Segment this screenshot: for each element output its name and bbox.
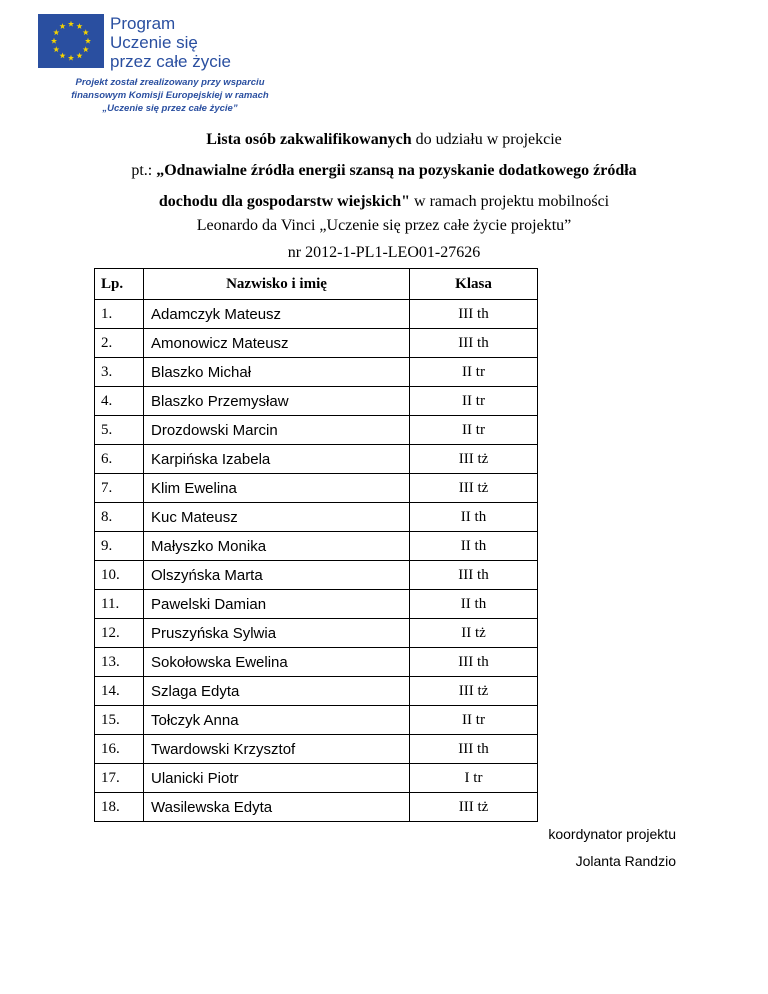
eu-flag-icon [38, 14, 104, 68]
table-row [95, 416, 538, 445]
table-row [95, 706, 538, 735]
star-icon [76, 23, 82, 29]
row-name: Tołczyk Anna [144, 706, 410, 735]
star-icon [59, 23, 65, 29]
table-row [95, 503, 538, 532]
heading-line-3 [0, 193, 768, 211]
table-row [95, 677, 538, 706]
row-class: II th [410, 503, 538, 532]
row-class: III th [410, 300, 538, 329]
star-icon [83, 29, 89, 35]
heading-project-title-2: dochodu dla gospodarstw wiejskich" [158, 193, 411, 210]
row-class: II tr [410, 387, 538, 416]
support-note-line-1: Projekt został zrealizowany przy wsparciu [75, 77, 265, 88]
row-number: 14. [95, 677, 144, 706]
row-name: Adamczyk Mateusz [144, 300, 410, 329]
participants-table [94, 268, 538, 822]
row-number: 6. [95, 445, 144, 474]
table-row [95, 735, 538, 764]
heading-project-title-1: „Odnawialne źródła energii szansą na pozyskanie dodatkowego źródła [156, 162, 637, 179]
row-number: 17. [95, 764, 144, 793]
table-row [95, 793, 538, 822]
row-name: Ulanicki Piotr [144, 764, 410, 793]
row-class: III th [410, 561, 538, 590]
row-class: III tż [410, 677, 538, 706]
logo-line-1: Program [110, 14, 176, 33]
row-class: III th [410, 648, 538, 677]
star-icon [51, 38, 57, 44]
star-icon [68, 55, 74, 61]
row-class: II th [410, 532, 538, 561]
row-class: II tż [410, 619, 538, 648]
row-name: Sokołowska Ewelina [144, 648, 410, 677]
star-icon [59, 53, 65, 59]
table-row [95, 358, 538, 387]
row-number: 12. [95, 619, 144, 648]
heading-title-rest: do udziału w projekcie [411, 131, 562, 148]
row-name: Amonowicz Mateusz [144, 329, 410, 358]
row-number: 7. [95, 474, 144, 503]
signature-name: Jolanta Randzio [575, 853, 676, 869]
logo-text [110, 14, 231, 71]
heading-line-2 [0, 162, 768, 180]
row-name: Kuc Mateusz [144, 503, 410, 532]
row-number: 18. [95, 793, 144, 822]
star-icon [53, 46, 59, 52]
row-name: Wasilewska Edyta [144, 793, 410, 822]
heading-line-4: Leonardo da Vinci „Uczenie się przez całe życie projektu” [196, 217, 572, 234]
star-icon [68, 21, 74, 27]
row-name: Blaszko Przemysław [144, 387, 410, 416]
table-row [95, 445, 538, 474]
logo-line-3: przez całe życie [110, 52, 231, 71]
row-number: 9. [95, 532, 144, 561]
program-logo [38, 14, 238, 72]
header-klasa: Klasa [410, 269, 538, 300]
header-name: Nazwisko i imię [144, 269, 410, 300]
heading-line-1 [0, 131, 768, 149]
row-number: 10. [95, 561, 144, 590]
row-name: Małyszko Monika [144, 532, 410, 561]
row-name: Szlaga Edyta [144, 677, 410, 706]
table-row [95, 648, 538, 677]
table-row [95, 561, 538, 590]
signature-role: koordynator projektu [548, 826, 676, 842]
table-row [95, 329, 538, 358]
table-row [95, 300, 538, 329]
row-class: III th [410, 329, 538, 358]
row-class: II th [410, 590, 538, 619]
row-number: 15. [95, 706, 144, 735]
row-class: III tż [410, 793, 538, 822]
row-number: 11. [95, 590, 144, 619]
row-name: Drozdowski Marcin [144, 416, 410, 445]
row-name: Klim Ewelina [144, 474, 410, 503]
row-class: III tż [410, 474, 538, 503]
star-icon [53, 29, 59, 35]
row-number: 1. [95, 300, 144, 329]
row-name: Karpińska Izabela [144, 445, 410, 474]
header-lp: Lp. [95, 269, 144, 300]
row-number: 2. [95, 329, 144, 358]
project-number: nr 2012-1-PL1-LEO01-27626 [287, 244, 481, 261]
heading-prefix: pt.: [131, 162, 157, 179]
row-number: 13. [95, 648, 144, 677]
row-number: 5. [95, 416, 144, 445]
support-note [55, 76, 285, 115]
row-class: III tż [410, 445, 538, 474]
row-name: Pawelski Damian [144, 590, 410, 619]
row-number: 8. [95, 503, 144, 532]
logo-line-2: Uczenie się [110, 33, 198, 52]
table-row [95, 532, 538, 561]
row-number: 16. [95, 735, 144, 764]
table-row [95, 387, 538, 416]
row-number: 4. [95, 387, 144, 416]
table-row [95, 619, 538, 648]
support-note-line-3: „Uczenie się przez całe życie” [102, 103, 238, 114]
row-name: Blaszko Michał [144, 358, 410, 387]
table-row [95, 474, 538, 503]
heading-title-bold: Lista osób zakwalifikowanych [206, 131, 412, 148]
star-icon [76, 53, 82, 59]
table-header-row [95, 269, 538, 300]
row-class: I tr [410, 764, 538, 793]
row-class: II tr [410, 416, 538, 445]
row-name: Twardowski Krzysztof [144, 735, 410, 764]
star-icon [85, 38, 91, 44]
row-class: II tr [410, 358, 538, 387]
row-class: III th [410, 735, 538, 764]
heading-line-3-rest: w ramach projektu mobilności [410, 193, 610, 210]
row-number: 3. [95, 358, 144, 387]
row-name: Olszyńska Marta [144, 561, 410, 590]
table-row [95, 590, 538, 619]
support-note-line-2: finansowym Komisji Europejskiej w ramach [71, 90, 269, 101]
row-class: II tr [410, 706, 538, 735]
table-row [95, 764, 538, 793]
star-icon [83, 46, 89, 52]
row-name: Pruszyńska Sylwia [144, 619, 410, 648]
